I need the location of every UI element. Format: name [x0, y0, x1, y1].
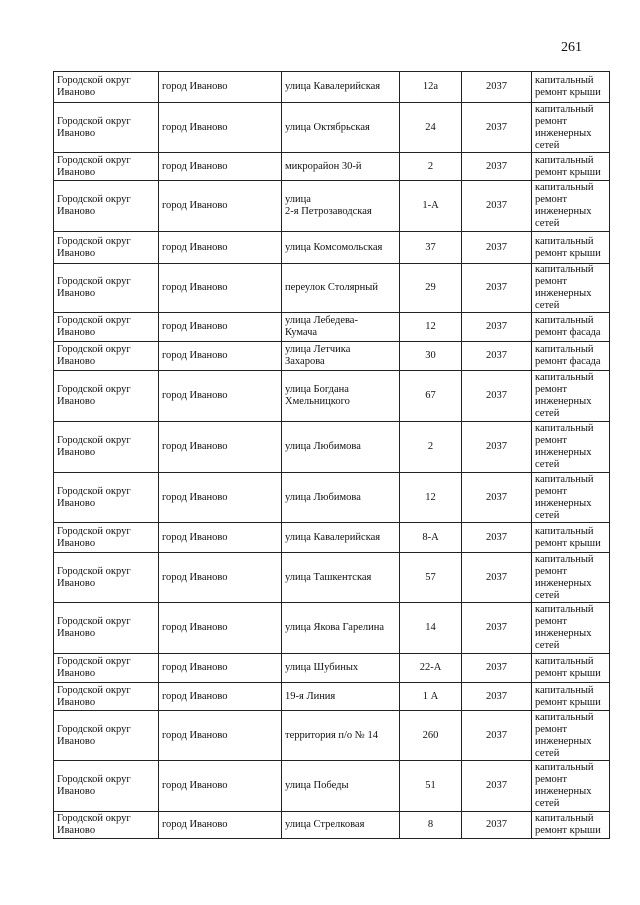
registry-table	[53, 71, 610, 839]
street-line: улица Комсомольская	[285, 241, 383, 253]
okrug-cell: Городской округ Иваново	[54, 683, 159, 711]
street-cell	[282, 264, 400, 313]
street-line: Захарова	[285, 356, 325, 367]
house-number-cell: 29	[400, 264, 462, 313]
street-line: улица Якова Гарелина	[285, 622, 384, 633]
city-cell: город Иваново	[159, 654, 282, 683]
house-number-cell: 2	[400, 422, 462, 473]
okrug-cell: Городской округ Иваново	[54, 711, 159, 761]
table-row	[54, 553, 610, 603]
okrug-cell: Городской округ Иваново	[54, 523, 159, 553]
street-line: улица Кавалерийская	[285, 81, 381, 92]
year-cell: 2037	[462, 342, 532, 371]
street-cell	[282, 711, 400, 761]
year-cell: 2037	[462, 181, 532, 232]
street-line: Хмельницкого	[285, 396, 350, 407]
street-cell	[282, 523, 400, 553]
table-row	[54, 181, 610, 232]
year-cell: 2037	[462, 603, 532, 654]
work-type-cell: капитальный ремонт крыши	[532, 812, 610, 839]
street-line: улица Летчика	[285, 344, 351, 355]
city-cell: город Иваново	[159, 523, 282, 553]
street-line: улица Богдана	[285, 384, 349, 395]
work-type-cell: капитальный ремонт инженерных сетей	[532, 103, 610, 153]
street-cell	[282, 103, 400, 153]
city-cell: город Иваново	[159, 72, 282, 103]
house-number-cell: 57	[400, 553, 462, 603]
street-cell	[282, 313, 400, 342]
house-number-cell: 12	[400, 313, 462, 342]
okrug-cell: Городской округ Иваново	[54, 264, 159, 313]
street-cell	[282, 761, 400, 812]
city-cell: город Иваново	[159, 603, 282, 654]
street-line: 2-я Петрозаводская	[285, 206, 372, 217]
street-line: улица Победы	[285, 780, 349, 791]
work-type-cell: капитальный ремонт инженерных сетей	[532, 473, 610, 523]
year-cell: 2037	[462, 812, 532, 839]
table-row	[54, 103, 610, 153]
year-cell: 2037	[462, 371, 532, 422]
work-type-cell: капитальный ремонт крыши	[532, 153, 610, 181]
table-row	[54, 371, 610, 422]
year-cell: 2037	[462, 523, 532, 553]
okrug-cell: Городской округ Иваново	[54, 371, 159, 422]
work-type-cell: капитальный ремонт инженерных сетей	[532, 553, 610, 603]
city-cell: город Иваново	[159, 473, 282, 523]
work-type-cell: капитальный ремонт крыши	[532, 72, 610, 103]
house-number-cell: 12	[400, 473, 462, 523]
year-cell: 2037	[462, 553, 532, 603]
work-type-cell: капитальный ремонт инженерных сетей	[532, 422, 610, 473]
work-type-cell: капитальный ремонт крыши	[532, 232, 610, 264]
work-type-cell: капитальный ремонт инженерных сетей	[532, 264, 610, 313]
house-number-cell: 260	[400, 711, 462, 761]
table-row	[54, 654, 610, 683]
city-cell: город Иваново	[159, 683, 282, 711]
street-cell	[282, 181, 400, 232]
street-cell	[282, 422, 400, 473]
street-line: территория п/о № 14	[285, 729, 378, 741]
page-number: 261	[561, 40, 582, 55]
street-line: 19-я Линия	[285, 690, 336, 702]
table-row	[54, 313, 610, 342]
house-number-cell: 8-А	[400, 523, 462, 553]
work-type-cell: капитальный ремонт инженерных сетей	[532, 181, 610, 232]
okrug-cell: Городской округ Иваново	[54, 654, 159, 683]
okrug-cell: Городской округ Иваново	[54, 761, 159, 812]
street-line: улица Любимова	[285, 491, 361, 503]
street-cell	[282, 232, 400, 264]
year-cell: 2037	[462, 654, 532, 683]
street-cell	[282, 342, 400, 371]
table-row	[54, 264, 610, 313]
okrug-cell: Городской округ Иваново	[54, 553, 159, 603]
house-number-cell: 12а	[400, 72, 462, 103]
okrug-cell: Городской округ Иваново	[54, 812, 159, 839]
house-number-cell: 67	[400, 371, 462, 422]
house-number-cell: 51	[400, 761, 462, 812]
year-cell: 2037	[462, 422, 532, 473]
work-type-cell: капитальный ремонт крыши	[532, 523, 610, 553]
okrug-cell: Городской округ Иваново	[54, 473, 159, 523]
city-cell: город Иваново	[159, 313, 282, 342]
city-cell: город Иваново	[159, 342, 282, 371]
house-number-cell: 24	[400, 103, 462, 153]
house-number-cell: 37	[400, 232, 462, 264]
work-type-cell: капитальный ремонт инженерных сетей	[532, 603, 610, 654]
city-cell: город Иваново	[159, 553, 282, 603]
table-row	[54, 683, 610, 711]
year-cell: 2037	[462, 103, 532, 153]
city-cell: город Иваново	[159, 371, 282, 422]
okrug-cell: Городской округ Иваново	[54, 181, 159, 232]
work-type-cell: капитальный ремонт крыши	[532, 654, 610, 683]
street-cell	[282, 553, 400, 603]
year-cell: 2037	[462, 313, 532, 342]
city-cell: город Иваново	[159, 711, 282, 761]
okrug-cell: Городской округ Иваново	[54, 603, 159, 654]
okrug-cell: Городской округ Иваново	[54, 153, 159, 181]
okrug-cell: Городской округ Иваново	[54, 232, 159, 264]
house-number-cell: 22-А	[400, 654, 462, 683]
house-number-cell: 2	[400, 153, 462, 181]
table-row	[54, 523, 610, 553]
year-cell: 2037	[462, 761, 532, 812]
work-type-cell: капитальный ремонт фасада	[532, 342, 610, 371]
house-number-cell: 1-А	[400, 181, 462, 232]
street-cell	[282, 812, 400, 839]
city-cell: город Иваново	[159, 103, 282, 153]
city-cell: город Иваново	[159, 812, 282, 839]
table-row	[54, 422, 610, 473]
street-line: улица Любимова	[285, 441, 361, 452]
year-cell: 2037	[462, 153, 532, 181]
street-line: улица	[285, 194, 311, 205]
table-row	[54, 232, 610, 264]
okrug-cell: Городской округ Иваново	[54, 422, 159, 473]
street-line: улица Ташкентская	[285, 571, 372, 583]
city-cell: город Иваново	[159, 153, 282, 181]
city-cell: город Иваново	[159, 422, 282, 473]
year-cell: 2037	[462, 232, 532, 264]
okrug-cell: Городской округ Иваново	[54, 313, 159, 342]
street-cell	[282, 153, 400, 181]
work-type-cell: капитальный ремонт инженерных сетей	[532, 761, 610, 812]
table-row	[54, 603, 610, 654]
house-number-cell: 30	[400, 342, 462, 371]
street-line: улица Шубиных	[285, 662, 359, 673]
house-number-cell: 14	[400, 603, 462, 654]
work-type-cell: капитальный ремонт инженерных сетей	[532, 711, 610, 761]
street-line: улица Кавалерийская	[285, 531, 381, 543]
street-line: улица Лебедева-	[285, 315, 358, 326]
city-cell: город Иваново	[159, 232, 282, 264]
street-line: переулок Столярный	[285, 282, 378, 293]
city-cell: город Иваново	[159, 264, 282, 313]
table-row	[54, 761, 610, 812]
street-cell	[282, 473, 400, 523]
table-row	[54, 153, 610, 181]
table-row	[54, 342, 610, 371]
year-cell: 2037	[462, 72, 532, 103]
street-line: микрорайон 30-й	[285, 160, 362, 172]
table-row	[54, 711, 610, 761]
street-cell	[282, 72, 400, 103]
year-cell: 2037	[462, 683, 532, 711]
registry-body	[54, 72, 610, 839]
street-line: улица Стрелковая	[285, 819, 365, 830]
year-cell: 2037	[462, 264, 532, 313]
house-number-cell: 1 А	[400, 683, 462, 711]
okrug-cell: Городской округ Иваново	[54, 103, 159, 153]
table-row	[54, 473, 610, 523]
year-cell: 2037	[462, 711, 532, 761]
okrug-cell: Городской округ Иваново	[54, 342, 159, 371]
street-cell	[282, 654, 400, 683]
street-cell	[282, 683, 400, 711]
work-type-cell: капитальный ремонт крыши	[532, 683, 610, 711]
street-cell	[282, 371, 400, 422]
okrug-cell: Городской округ Иваново	[54, 72, 159, 103]
work-type-cell: капитальный ремонт инженерных сетей	[532, 371, 610, 422]
city-cell: город Иваново	[159, 181, 282, 232]
table-row	[54, 72, 610, 103]
year-cell: 2037	[462, 473, 532, 523]
house-number-cell: 8	[400, 812, 462, 839]
table-row	[54, 812, 610, 839]
city-cell: город Иваново	[159, 761, 282, 812]
street-line: улица Октябрьская	[285, 121, 370, 133]
work-type-cell: капитальный ремонт фасада	[532, 313, 610, 342]
street-cell	[282, 603, 400, 654]
street-line: Кумача	[285, 327, 318, 338]
